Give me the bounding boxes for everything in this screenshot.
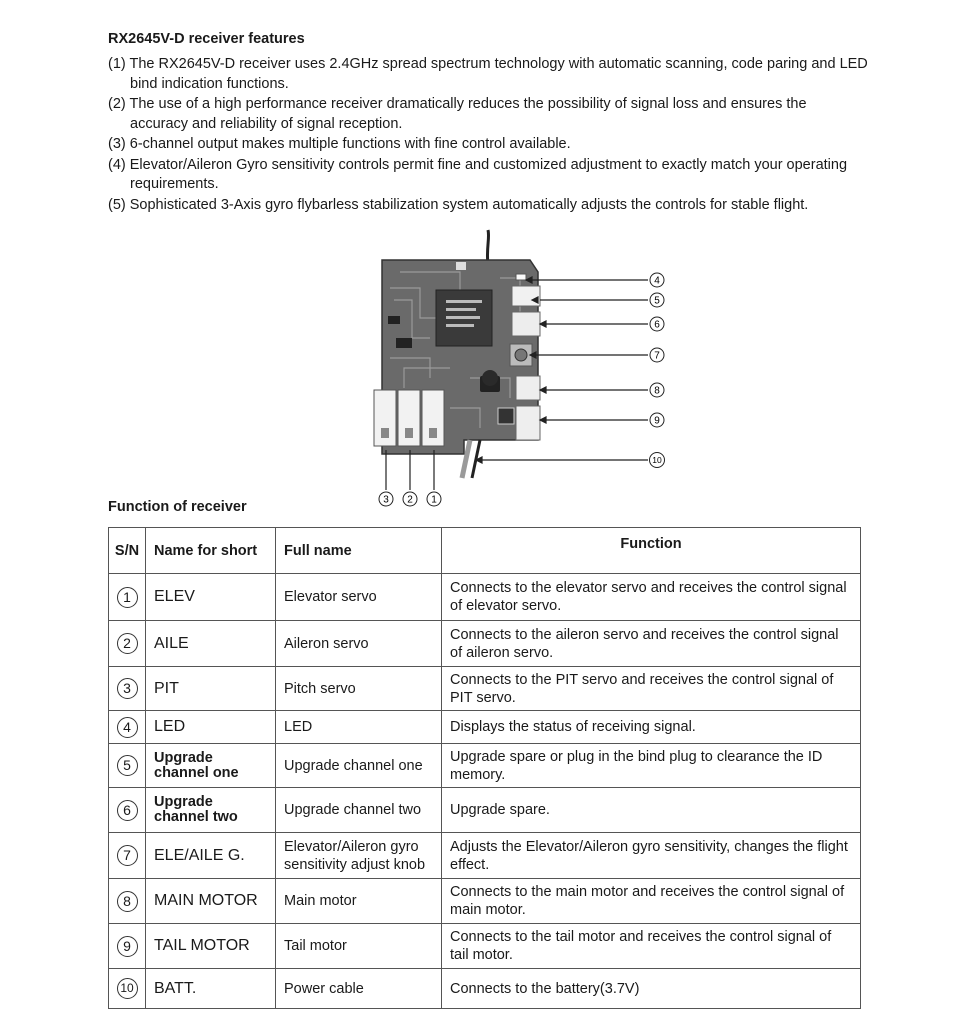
callout-9: [650, 413, 664, 427]
callout-5: [650, 293, 664, 307]
header-short-name: Name for short: [146, 528, 276, 574]
full-name: Aileron servo: [276, 621, 442, 667]
connector-5: [512, 286, 540, 306]
table-row: [109, 711, 861, 744]
table-row: [109, 969, 861, 1009]
callout-6: [650, 317, 664, 331]
svg-text:5: 5: [654, 295, 660, 307]
sn-badge: 1: [117, 587, 138, 608]
short-name: PIT: [146, 667, 276, 711]
table-row: [109, 667, 861, 711]
svg-text:3: 3: [383, 494, 389, 506]
svg-text:10: 10: [652, 455, 662, 465]
sn-badge: 9: [117, 936, 138, 957]
full-name: Elevator servo: [276, 574, 442, 621]
function-text: Connects to the main motor and receives the control signal of main motor.: [442, 879, 861, 924]
table-row: [109, 574, 861, 621]
connector-8: [516, 376, 540, 400]
full-name: Upgrade channel two: [276, 788, 442, 833]
table-row: [109, 879, 861, 924]
function-text: Connects to the PIT servo and receives the control signal of PIT servo.: [442, 667, 861, 711]
function-text: Connects to the battery(3.7V): [442, 969, 861, 1009]
feature-item: (2) The use of a high performance receiver dramatically reduces the possibility of signal loss and ensures the accuracy and reliability of signal reception.: [108, 96, 807, 132]
callout-7: [650, 348, 664, 362]
sn-badge: 5: [117, 755, 138, 776]
sn-badge: 2: [117, 633, 138, 654]
feature-item: (1) The RX2645V-D receiver uses 2.4GHz spread spectrum technology with automatic scanning, code paring and LED bind indication functions.: [108, 56, 868, 92]
short-name: Upgrade channel two: [146, 788, 276, 833]
function-text: Upgrade spare.: [442, 788, 861, 833]
sn-badge: 6: [117, 800, 138, 821]
feature-item: (5) Sophisticated 3-Axis gyro flybarless stabilization system automatically adjusts the controls for stable flight.: [108, 196, 809, 213]
connector-9: [516, 406, 540, 440]
feature-item: (3) 6-channel output makes multiple functions with fine control available.: [108, 136, 571, 152]
callout-8: [650, 383, 664, 397]
svg-text:8: 8: [654, 385, 660, 397]
svg-text:9: 9: [654, 415, 660, 427]
full-name: Main motor: [276, 879, 442, 924]
full-name: LED: [276, 711, 442, 744]
header-function: Function: [442, 528, 861, 574]
sn-badge: 7: [117, 845, 138, 866]
full-name: Power cable: [276, 969, 442, 1009]
full-name: Tail motor: [276, 924, 442, 969]
short-name: BATT.: [146, 969, 276, 1009]
svg-text:6: 6: [654, 319, 660, 331]
callout-10: [650, 453, 665, 468]
function-table: [108, 527, 861, 1009]
function-text: Upgrade spare or plug in the bind plug to clearance the ID memory.: [442, 744, 861, 788]
features-list: [108, 55, 868, 216]
callout-1: [427, 492, 441, 506]
led: [516, 274, 526, 280]
function-text: Connects to the tail motor and receives the control signal of tail motor.: [442, 924, 861, 969]
callout-3: [379, 492, 393, 506]
full-name: Upgrade channel one: [276, 744, 442, 788]
feature-item: (4) Elevator/Aileron Gyro sensitivity controls permit fine and customized adjustment to exactly match your operating requirements.: [108, 156, 848, 192]
callout-4: [650, 273, 664, 287]
table-row: [109, 788, 861, 833]
section-title: Function of receiver: [108, 499, 247, 515]
table-row: [109, 833, 861, 879]
function-text: Displays the status of receiving signal.: [442, 711, 861, 744]
receiver-board-diagram: [360, 228, 680, 514]
function-text: Adjusts the Elevator/Aileron gyro sensitivity, changes the flight effect.: [442, 833, 861, 879]
callout-2: [403, 492, 417, 506]
svg-text:2: 2: [407, 494, 413, 506]
sn-badge: 4: [117, 717, 138, 738]
header-sn: S/N: [109, 528, 146, 574]
header-full-name: Full name: [276, 528, 442, 574]
svg-text:7: 7: [654, 350, 660, 362]
table-row: [109, 621, 861, 667]
sn-badge: 10: [117, 978, 138, 999]
svg-text:4: 4: [654, 275, 660, 287]
svg-text:1: 1: [431, 494, 437, 506]
function-text: Connects to the elevator servo and receives the control signal of elevator servo.: [442, 574, 861, 621]
table-row: [109, 744, 861, 788]
short-name: LED: [146, 711, 276, 744]
full-name: Elevator/Aileron gyro sensitivity adjust knob: [276, 833, 442, 879]
short-name: Upgrade channel one: [146, 744, 276, 788]
function-text: Connects to the aileron servo and receives the control signal of aileron servo.: [442, 621, 861, 667]
table-row: [109, 924, 861, 969]
short-name: MAIN MOTOR: [146, 879, 276, 924]
sn-badge: 3: [117, 678, 138, 699]
connector-6: [512, 312, 540, 336]
short-name: AILE: [146, 621, 276, 667]
short-name: TAIL MOTOR: [146, 924, 276, 969]
page-title: RX2645V-D receiver features: [108, 31, 305, 47]
table-header-row: [109, 528, 861, 574]
full-name: Pitch servo: [276, 667, 442, 711]
sn-badge: 8: [117, 891, 138, 912]
short-name: ELEV: [146, 574, 276, 621]
short-name: ELE/AILE G.: [146, 833, 276, 879]
